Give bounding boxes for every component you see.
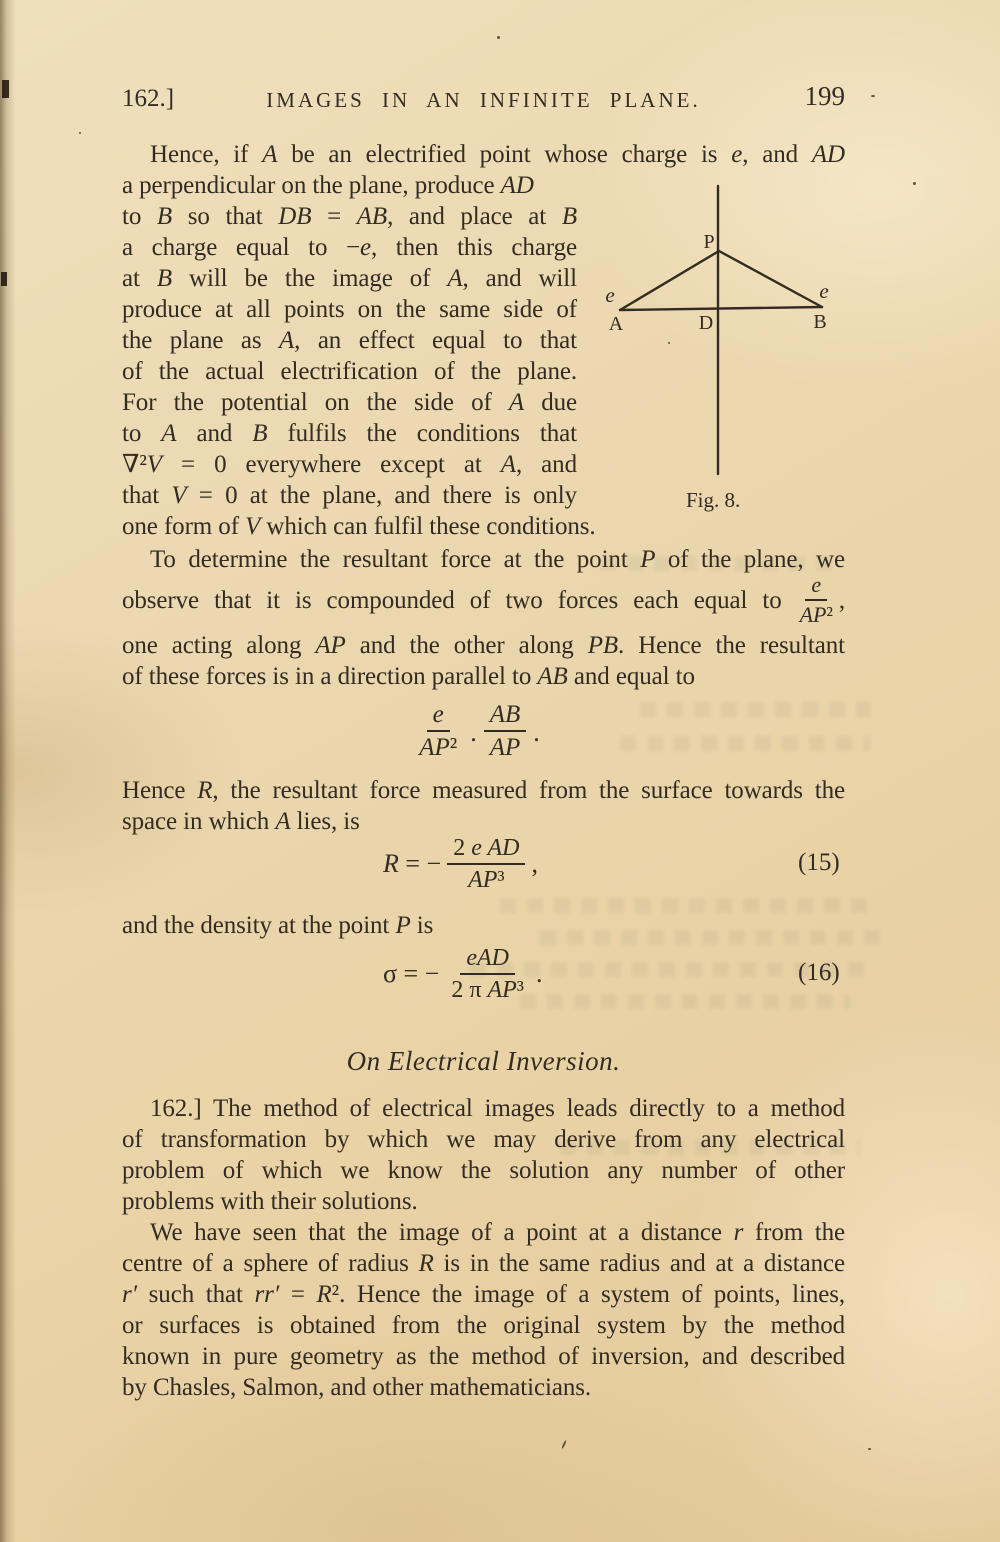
fraction <box>445 946 530 1002</box>
paper-speck <box>913 182 916 185</box>
fraction <box>484 702 527 760</box>
line-AP <box>620 251 719 310</box>
text-line: and the density at the point P is <box>122 912 434 939</box>
equation-15 <box>383 836 538 892</box>
edge-mark <box>1 272 7 286</box>
page-number: 199 <box>804 81 845 111</box>
equation-16 <box>383 946 543 1002</box>
equation-number: (15) <box>798 849 840 876</box>
text-line: to A and B fulfils the conditions that <box>122 420 577 447</box>
fraction-denominator: AP <box>489 734 521 761</box>
paper-speck <box>871 95 875 97</box>
punctuation: , <box>531 849 538 878</box>
text-line: a charge equal to −e, then this charge <box>122 234 577 261</box>
label-P: P <box>703 231 715 253</box>
fraction-denominator: AP³ <box>468 867 505 893</box>
text-line: of transformation by which we may derive from any electrical <box>122 1126 845 1153</box>
paper-speck <box>561 1440 567 1449</box>
label-e-left: e <box>605 283 615 307</box>
text-line: one form of V which can fulfil these conditions. <box>122 513 596 540</box>
text-line: problems with their solutions. <box>122 1188 418 1215</box>
page-binding-edge <box>0 0 16 1542</box>
running-title: IMAGES IN AN INFINITE PLANE. <box>266 88 701 112</box>
punctuation: , <box>838 586 845 614</box>
text-line: r′ such that rr′ = R². Hence the image of a system of points, lines, <box>122 1281 845 1308</box>
equation-lhs: R = − <box>383 849 442 878</box>
equation-lhs: σ = − <box>383 959 440 988</box>
fraction-denominator: AP² <box>419 734 458 761</box>
text-line: a perpendicular on the plane, produce AD <box>122 172 534 199</box>
label-D: D <box>698 312 714 334</box>
bleed-through <box>520 994 850 1009</box>
text-line: known in pure geometry as the method of inversion, and described <box>122 1343 845 1370</box>
text-line: at B will be the image of A, and will <box>122 265 577 292</box>
paper-speck <box>79 132 81 134</box>
text-line: or surfaces is obtained from the original system by the method <box>122 1312 845 1339</box>
line-AB <box>620 307 822 310</box>
label-e-right: e <box>819 279 829 303</box>
text-line: one acting along AP and the other along PB. Hence the resultant <box>122 632 845 659</box>
fraction-denominator: 2 π AP³ <box>451 977 524 1003</box>
paper-speck <box>497 36 500 39</box>
label-B: B <box>813 311 827 333</box>
text-line: To determine the resultant force at the point P of the plane, we <box>150 546 845 573</box>
text-line: space in which A lies, is <box>122 808 360 835</box>
header-section-marker: 162.] <box>122 85 175 112</box>
inline-fraction <box>794 574 839 626</box>
fraction-numerator: e <box>427 702 450 732</box>
text-line: to B so that DB = AB, and place at B <box>122 203 577 230</box>
text-line: ∇²V = 0 everywhere except at A, and <box>122 451 577 478</box>
figure-caption: Fig. 8. <box>686 488 741 512</box>
fraction-numerator: AB <box>484 702 527 732</box>
label-A: A <box>608 313 624 335</box>
fraction-numerator: 2 e AD <box>447 836 525 865</box>
text-line: centre of a sphere of radius R is in the same radius and at a distance <box>122 1250 845 1277</box>
text-line: For the potential on the side of A due <box>122 389 577 416</box>
text-line: Hence R, the resultant force measured from the surface towards the <box>122 777 846 804</box>
fraction-denominator: AP² <box>799 602 833 627</box>
text-line: problem of which we know the solution any number of other <box>122 1157 845 1184</box>
text-line: We have seen that the image of a point at a distance r from the <box>150 1219 845 1246</box>
bleed-through <box>540 930 880 945</box>
equation-number: (16) <box>798 959 840 986</box>
formula-period: . <box>533 718 540 747</box>
text-line: Hence, if A be an electrified point whose charge is e, and AD <box>150 141 845 168</box>
fraction-numerator: eAD <box>460 946 515 975</box>
edge-mark <box>2 80 9 98</box>
bleed-through <box>500 898 870 913</box>
line-PB <box>719 251 822 307</box>
fraction <box>447 836 525 892</box>
text-line: the plane as A, an effect equal to that <box>122 327 577 354</box>
text-line: 162.] The method of electrical images leads directly to a method <box>150 1095 845 1122</box>
display-formula <box>100 702 846 760</box>
text-line: of these forces is in a direction parallel to AB and equal to <box>122 663 695 690</box>
multiplication-dot: . <box>470 718 477 747</box>
paper-speck <box>868 1448 871 1450</box>
text-line: by Chasles, Salmon, and other mathematicians. <box>122 1374 592 1401</box>
text-line: that V = 0 at the plane, and there is only <box>122 482 577 509</box>
text-segment: observe that it is compounded of two forces each equal to <box>122 586 782 614</box>
figure-8-diagram <box>580 180 860 510</box>
text-line: of the actual electrification of the plane. <box>122 358 577 385</box>
punctuation: . <box>536 959 543 988</box>
fraction <box>413 702 463 760</box>
text-line-with-fraction <box>122 574 845 626</box>
section-heading: On Electrical Inversion. <box>346 1046 621 1076</box>
text-line: produce at all points on the same side of <box>122 296 577 323</box>
fraction-numerator: e <box>805 574 827 601</box>
